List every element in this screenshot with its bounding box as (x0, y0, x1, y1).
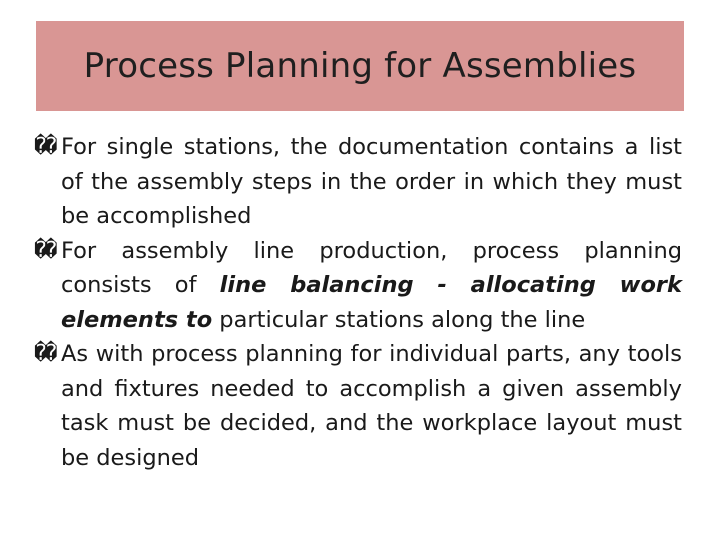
title-band (36, 21, 684, 111)
bullet-item-1 (34, 130, 682, 234)
slide-title: Process Planning for Assemblies (83, 46, 637, 86)
bullet-glyph: �� (34, 341, 55, 366)
bullet-glyph: �� (34, 237, 55, 263)
bullet-glyph: �� (34, 134, 55, 159)
bullet-text-1: For single stations, the documentation contains a list of the assembly steps in the order in which they must be accomplished (61, 134, 682, 229)
bullet-text-3: As with process planning for individual parts, any tools and fixtures needed to accomplish a given assembly task must be decided, and the workplace layout must be designed (61, 341, 682, 471)
bullet-list (34, 130, 682, 475)
bullet-text-2a: For assembly line production, process planning consists of (61, 237, 682, 298)
bullet-text-2b: particular stations along the line (212, 306, 586, 333)
bullet-text-2-emphasis: line balancing - allocating work elements to (61, 272, 682, 333)
bullet-item-2 (34, 234, 682, 338)
bullet-item-3 (34, 337, 682, 475)
